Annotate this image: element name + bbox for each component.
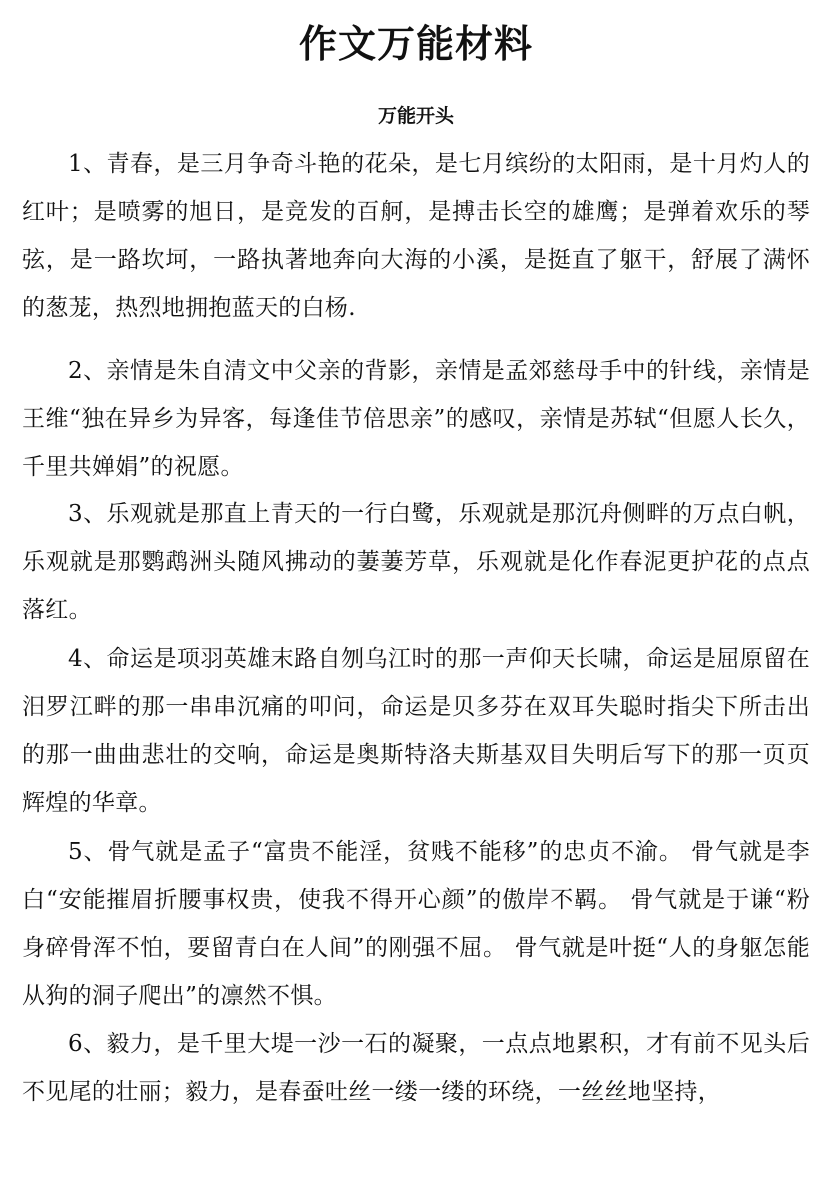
paragraph-5: 5、骨气就是孟子“富贵不能淫，贫贱不能移”的忠贞不渝。 骨气就是李白“安能摧眉折腰事权贵，使我不得开心颜”的傲岸不羁。 骨气就是于谦“粉身碎骨浑不怕，要留青白在人间”的刚强不屈。 骨气就是叶挺“人的身躯怎能从狗的洞子爬出”的凛然不惧。 [22,839,810,1009]
section-heading: 万能开头 [377,105,454,127]
paragraph-6: 6、毅力，是千里大堤一沙一石的凝聚，一点点地累积，才有前不见头后不见尾的壮丽；毅力，是春蚕吐丝一缕一缕的环绕，一丝丝地坚持， [22,1031,810,1105]
paragraph-4: 4、命运是项羽英雄末路自刎乌江时的那一声仰天长啸，命运是屈原留在汨罗江畔的那一串串沉痛的叩问，命运是贝多芬在双耳失聪时指尖下所击出的那一曲曲悲壮的交响，命运是奥斯特洛夫斯基双目失明后写下的那一页页辉煌的华章。 [22,646,810,816]
paragraph-2: 2、亲情是朱自清文中父亲的背影，亲情是孟郊慈母手中的针线，亲情是王维“独在异乡为异客，每逢佳节倍思亲”的感叹，亲情是苏轼“但愿人长久，千里共婵娟”的祝愿。 [22,358,810,480]
paragraph-1: 1、青春，是三月争奇斗艳的花朵，是七月缤纷的太阳雨，是十月灼人的红叶；是喷雾的旭日，是竞发的百舸，是搏击长空的雄鹰；是弹着欢乐的琴弦，是一路坎坷，一路执著地奔向大海的小溪，是挺直了躯干，舒展了满怀的葱茏，热烈地拥抱蓝天的白杨. [22,151,810,321]
document-title: 作文万能材料 [298,21,533,66]
paragraph-3: 3、乐观就是那直上青天的一行白鹭，乐观就是那沉舟侧畔的万点白帆，乐观就是那鹦鹉洲头随风拂动的萋萋芳草，乐观就是化作春泥更护花的点点落红。 [22,501,810,623]
